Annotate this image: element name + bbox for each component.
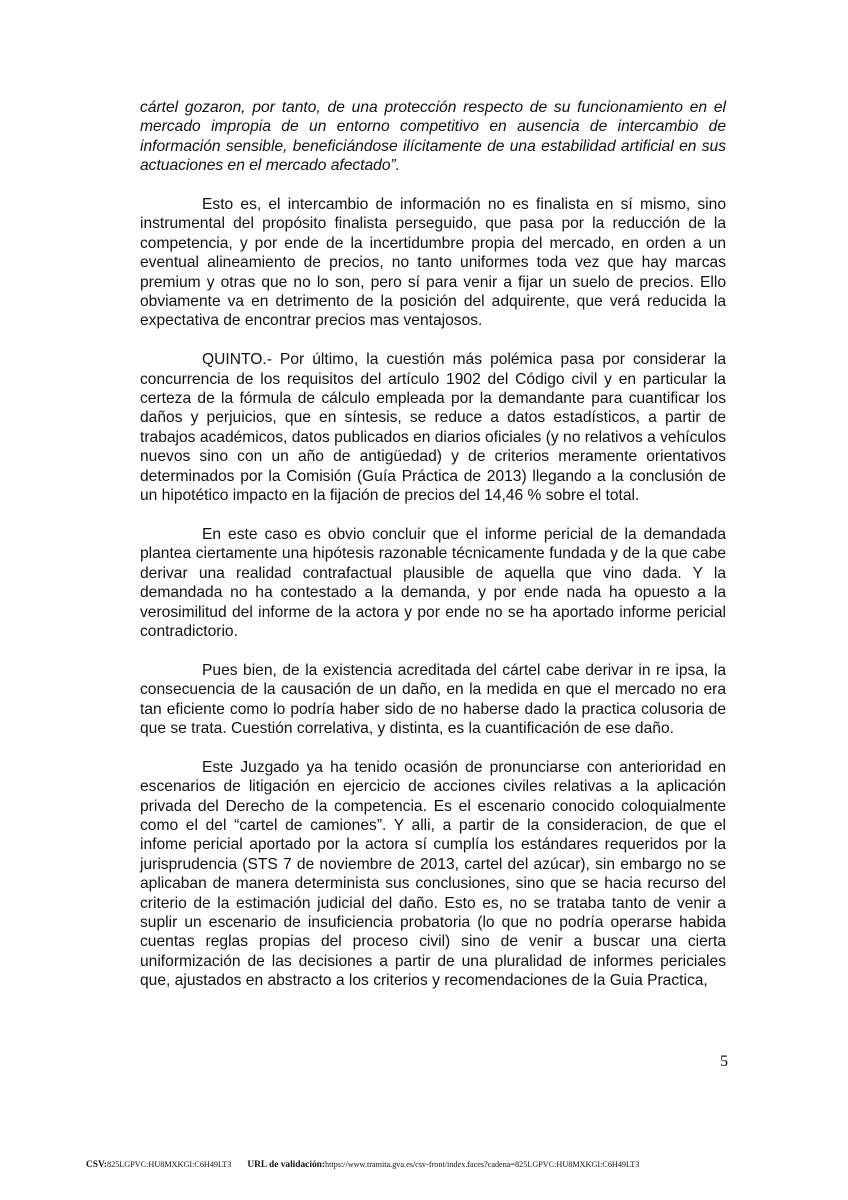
paragraph-court-precedent: Este Juzgado ya ha tenido ocasión de pronunciarse con anterioridad en escenarios de litigación en ejercicio de acciones civiles relativas a la aplicación privada del Derecho de la competencia. Es el escenario conocido coloquialmente como el del “cartel de camiones”. Y alli, a partir de la consideracion, de que el infome pericial aportado por la actora sí cumplía los estándares requeridos por la jurisprudencia (STS 7 de noviembre de 2013, cartel del azúcar), sin embargo no se aplicaban de manera determinista sus conclusiones, sino que se hacia recurso del criterio de la estimación judicial del daño. Esto es, no se trataba tanto de venir a suplir un escenario de insuficiencia probatoria (lo que no podría operarse habida cuentas reglas propias del proceso civil) sino de venir a buscar una cierta uniformización de las decisiones a partir de una pluralidad de informes periciales que, ajustados en abstracto a los criterios y recomendaciones de la Guia Practica, [140, 758, 726, 990]
validation-url[interactable]: https://www.tramita.gva.es/csv-front/index.faces?cadena=825LGPVC:HU8MXKGI:C6H49LT3 [324, 1160, 640, 1169]
paragraph-expert-report: En este caso es obvio concluir que el informe pericial de la demandada plantea ciertamente una hipótesis razonable técnicamente fundada y de la que cabe derivar una realidad contrafactual plausible de aquella que vino dada. Y la demandada no ha contestado a la demanda, y por ende nada ha opuesto a la verosimilitud del informe de la actora y por ende no se ha aportado informe pericial contradictorio. [140, 525, 726, 640]
paragraph-damage-in-re-ipsa: Pues bien, de la existencia acreditada del cártel cabe derivar in re ipsa, la consecuencia de la causación de un daño, en la medida en que el mercado no era tan eficiente como lo podría haber sido de no haberse dado la practica colusoria de que se trata. Cuestión correlativa, y distinta, es la cuantificación de ese daño. [140, 661, 726, 737]
url-label: URL de validación: [247, 1160, 325, 1170]
page-number: 5 [720, 1053, 728, 1070]
csv-value: 825LGPVC:HU8MXKGI:C6H49LT3 [107, 1160, 232, 1169]
paragraph-quote-end: cártel gozaron, por tanto, de una protección respecto de su funcionamiento en el mercado impropia de un entorno competitivo en ausencia de intercambio de información sensible, beneficiándose ilícitamente de una estabilidad artificial en sus actuaciones en el mercado afectado”. [140, 99, 726, 175]
paragraph-information-exchange: Esto es, el intercambio de información no es finalista en sí mismo, sino instrumental del propósito finalista perseguido, que pasa por la reducción de la competencia, y por ende de la incertidumbre propia del mercado, en orden a un eventual alineamiento de precios, no tanto uniformes toda vez que hay marcas premium y otras que no lo son, pero sí para venir a fijar un suelo de precios. Ello obviamente va en detrimento de la posición del adquirente, que verá reducida la expectativa de encontrar precios mas ventajosos. [140, 196, 726, 330]
csv-label: CSV: [86, 1160, 108, 1170]
document-body [140, 98, 726, 1010]
paragraph-quinto: QUINTO.- Por último, la cuestión más polémica pasa por considerar la concurrencia de los requisitos del artículo 1902 del Código civil y en particular la certeza de la fórmula de cálculo empleada por la demandante para cuantificar los daños y perjuicios, que en síntesis, se reduce a datos estadísticos, a partir de trabajos académicos, datos publicados en diarios oficiales (y no relativos a vehículos nuevos sino con un año de antigüedad) y de criterios meramente orientativos determinados por la Comisión (Guía Práctica de 2013) llegando a la conclusión de un hipotético impacto en la fijación de precios del 14,46 % sobre el total. [140, 351, 726, 505]
validation-footer [86, 1160, 786, 1170]
